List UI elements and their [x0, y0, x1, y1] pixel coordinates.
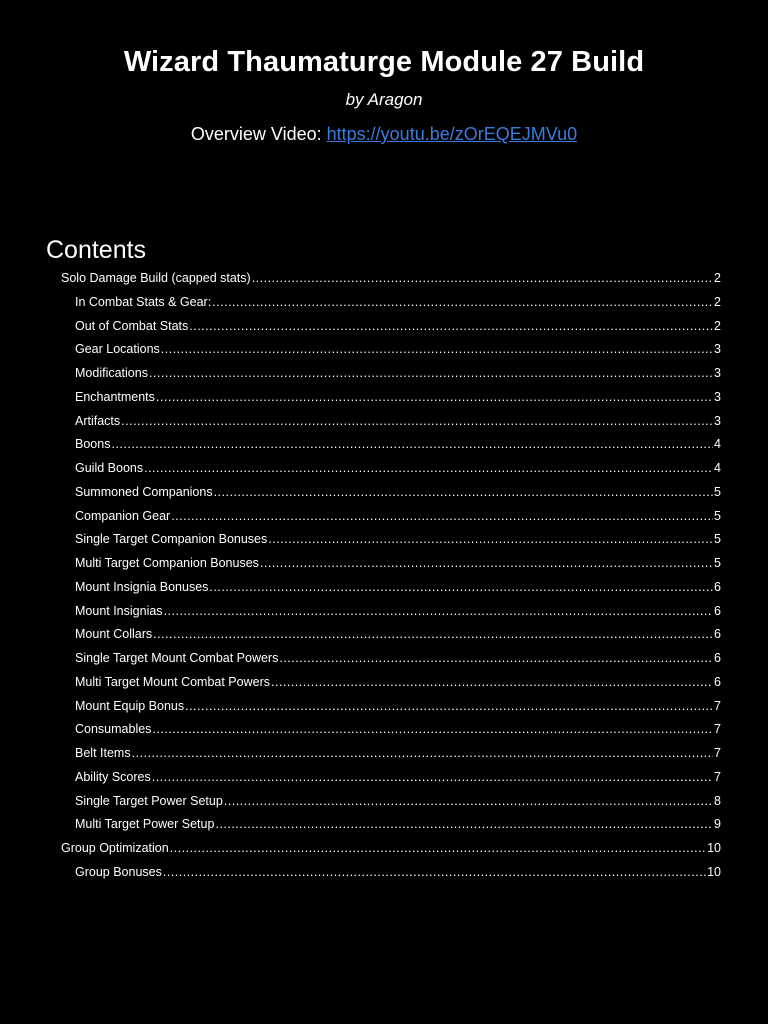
toc-entry-label: Companion Gear [75, 508, 171, 523]
toc-entry-page-number: 7 [714, 722, 721, 737]
toc-dot-leader [189, 316, 713, 336]
toc-entry[interactable] [75, 363, 721, 383]
toc-entry[interactable] [75, 624, 721, 644]
toc-entry-page-number: 6 [714, 627, 721, 642]
toc-entry-page-number: 5 [714, 484, 721, 499]
toc-dot-leader [152, 767, 713, 787]
toc-entry-page-number: 3 [714, 342, 721, 357]
toc-entry-label: Mount Insignia Bonuses [75, 579, 209, 594]
toc-entry-label: Out of Combat Stats [75, 318, 189, 333]
toc-entry[interactable] [75, 719, 721, 739]
toc-entry[interactable] [75, 791, 721, 811]
toc-entry-label: Gear Locations [75, 342, 160, 357]
toc-entry-label: Multi Target Companion Bonuses [75, 556, 259, 570]
toc-entry-label: Belt Items [75, 746, 131, 760]
toc-entry[interactable] [75, 767, 721, 787]
toc-dot-leader [149, 363, 713, 383]
toc-entry-page-number: 7 [714, 698, 721, 713]
toc-entry-page-number: 8 [714, 793, 721, 808]
toc-entry-label: Multi Target Mount Combat Powers [75, 674, 270, 689]
toc-entry-page-number: 6 [714, 674, 721, 689]
toc-entry-page-number: 7 [714, 746, 721, 760]
toc-entry-page-number: 6 [714, 651, 721, 665]
toc-entry-label: Single Target Companion Bonuses [75, 532, 268, 547]
toc-dot-leader [209, 577, 713, 597]
toc-dot-leader [152, 719, 713, 739]
toc-entry[interactable] [75, 672, 721, 692]
toc-entry[interactable] [75, 743, 721, 763]
toc-entry[interactable] [61, 268, 721, 288]
toc-dot-leader [224, 791, 713, 811]
toc-entry-label: Solo Damage Build (capped stats) [61, 271, 251, 285]
toc-entry-label: Summoned Companions [75, 484, 213, 499]
toc-entry-label: Ability Scores [75, 769, 151, 784]
toc-dot-leader [171, 506, 713, 526]
toc-entry-label: Boons [75, 437, 111, 452]
toc-dot-leader [144, 458, 713, 478]
toc-dot-leader [260, 553, 713, 573]
toc-entry[interactable] [75, 648, 721, 668]
toc-entry-label: Modifications [75, 366, 148, 380]
toc-dot-leader [212, 292, 713, 312]
toc-entry-page-number: 7 [714, 769, 721, 784]
toc-entry-label: Enchantments [75, 389, 155, 404]
toc-entry[interactable] [75, 316, 721, 336]
toc-entry-page-number: 4 [714, 437, 721, 452]
toc-entry[interactable] [61, 838, 721, 858]
toc-entry[interactable] [75, 411, 721, 431]
toc-entry-label: Artifacts [75, 413, 121, 428]
toc-dot-leader [252, 268, 713, 288]
toc-entry-page-number: 6 [714, 579, 721, 594]
toc-entry[interactable] [75, 529, 721, 549]
toc-dot-leader [153, 624, 713, 644]
toc-entry-page-number: 5 [714, 556, 721, 570]
toc-entry-page-number: 4 [714, 461, 721, 475]
toc-dot-leader [121, 411, 713, 431]
toc-entry-page-number: 5 [714, 532, 721, 547]
toc-dot-leader [164, 601, 713, 621]
contents-heading: Contents [46, 236, 147, 264]
toc-entry-page-number: 3 [714, 413, 721, 428]
toc-dot-leader [185, 696, 713, 716]
toc-entry-page-number: 10 [707, 864, 721, 879]
toc-dot-leader [214, 482, 713, 502]
document-title: Wizard Thaumaturge Module 27 Build [123, 46, 645, 78]
toc-entry[interactable] [75, 814, 721, 834]
toc-entry[interactable] [75, 506, 721, 526]
toc-entry-label: Single Target Power Setup [75, 793, 223, 808]
toc-dot-leader [268, 529, 713, 549]
toc-entry-label: In Combat Stats & Gear: [75, 294, 212, 309]
toc-entry[interactable] [75, 601, 721, 621]
toc-entry-page-number: 6 [714, 603, 721, 618]
toc-dot-leader [215, 814, 713, 834]
toc-entry-page-number: 3 [714, 389, 721, 404]
toc-entry-label: Mount Insignias [75, 603, 163, 618]
toc-entry[interactable] [75, 553, 721, 573]
toc-dot-leader [132, 743, 713, 763]
toc-entry[interactable] [75, 862, 721, 882]
toc-dot-leader [111, 434, 713, 454]
toc-entry-label: Guild Boons [75, 461, 144, 475]
author-line: by Aragon [345, 90, 423, 109]
toc-dot-leader [156, 387, 713, 407]
toc-entry-label: Multi Target Power Setup [75, 817, 215, 832]
toc-entry[interactable] [75, 339, 721, 359]
toc-dot-leader [163, 862, 706, 882]
overview-label: Overview Video: [190, 124, 327, 144]
toc-entry-page-number: 2 [714, 294, 721, 309]
toc-entry-label: Mount Collars [75, 627, 153, 642]
toc-dot-leader [161, 339, 713, 359]
toc-entry-label: Consumables [75, 722, 152, 737]
toc-entry-page-number: 2 [714, 271, 721, 285]
toc-entry-page-number: 5 [714, 508, 721, 523]
toc-entry[interactable] [75, 696, 721, 716]
toc-entry-page-number: 10 [707, 841, 721, 855]
toc-dot-leader [279, 648, 713, 668]
toc-entry[interactable] [75, 387, 721, 407]
toc-entry-label: Group Bonuses [75, 864, 162, 879]
toc-entry[interactable] [75, 458, 721, 478]
toc-dot-leader [170, 838, 706, 858]
toc-entry[interactable] [75, 577, 721, 597]
toc-entry-page-number: 9 [714, 817, 721, 832]
overview-video-link[interactable]: https://youtu.be/zOrEQEJMVu0 [326, 124, 578, 144]
toc-entry-label: Mount Equip Bonus [75, 698, 185, 713]
toc-entry-label: Single Target Mount Combat Powers [75, 651, 279, 665]
toc-entry-label: Group Optimization [61, 841, 169, 855]
toc-entry[interactable] [75, 482, 721, 502]
toc-entry-page-number: 2 [714, 318, 721, 333]
toc-entry[interactable] [75, 434, 721, 454]
overview-line [0, 124, 768, 145]
toc-dot-leader [271, 672, 713, 692]
toc-entry-page-number: 3 [714, 366, 721, 380]
toc-entry[interactable] [75, 292, 721, 312]
